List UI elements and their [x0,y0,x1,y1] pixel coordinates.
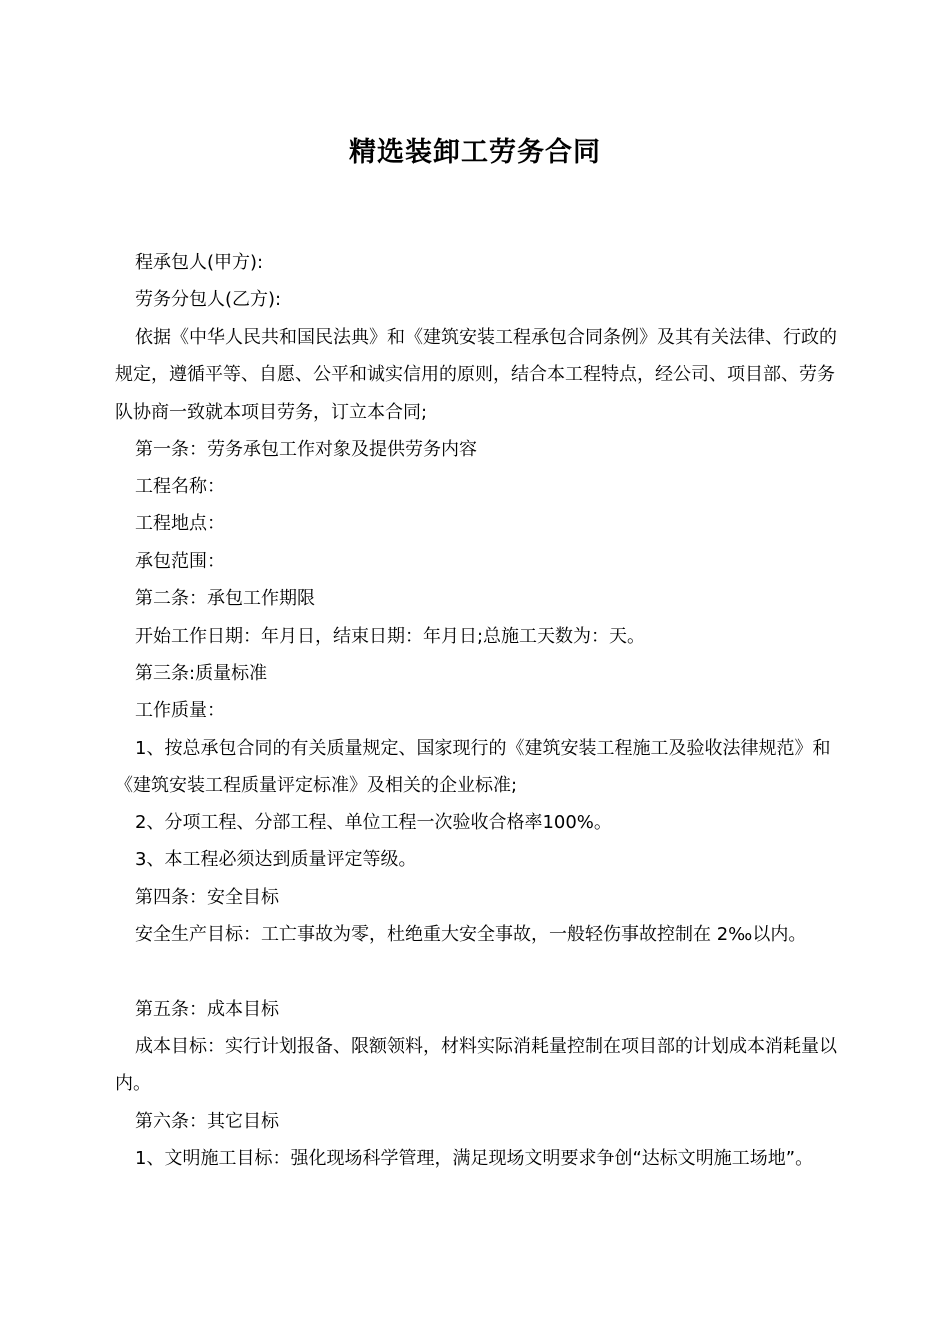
paragraph-article-4: 第四条：安全目标 [135,887,279,908]
paragraph-project-location: 工程地点： [135,513,225,534]
paragraph-safety-target: 安全生产目标：工亡事故为零，杜绝重大安全事故，一般轻伤事故控制在 2‰以内。 [135,924,807,945]
paragraph-quality-3: 3、本工程必须达到质量评定等级。 [135,849,417,870]
paragraph-article-3: 第三条:质量标准 [135,663,268,684]
paragraph-cost-target: 成本目标：实行计划报备、限额领料，材料实际消耗量控制在项目部的计划成本消耗量以内。 [115,1036,837,1095]
paragraph-article-1: 第一条：劳务承包工作对象及提供劳务内容 [135,439,477,460]
paragraph-dates: 开始工作日期：年月日，结束日期：年月日;总施工天数为：天。 [135,626,646,647]
paragraph-basis: 依据《中华人民共和国民法典》和《建筑安装工程承包合同条例》及其有关法律、行政的规定，遵循平等、自愿、公平和诚实信用的原则，结合本工程特点，经公司、项目部、劳务队协商一致就本项目劳务，订立本合同; [115,327,837,423]
paragraph-party-b: 劳务分包人(乙方): [135,289,282,310]
paragraph-article-6: 第六条：其它目标 [135,1111,279,1132]
paragraph-article-5: 第五条：成本目标 [135,999,279,1020]
paragraph-civilized-construction: 1、文明施工目标：强化现场科学管理，满足现场文明要求争创“达标文明施工场地”。 [135,1148,814,1169]
paragraph-scope: 承包范围： [135,551,225,572]
paragraph-party-a: 程承包人(甲方): [135,252,264,273]
paragraph-quality-1: 1、按总承包合同的有关质量规定、国家现行的《建筑安装工程施工及验收法律规范》和《建筑安装工程质量评定标准》及相关的企业标准; [115,738,831,797]
paragraph-quality-2: 2、分项工程、分部工程、单位工程一次验收合格率100%。 [135,812,612,833]
document-title: 精选装卸工劳务合同 [349,137,601,168]
paragraph-project-name: 工程名称： [135,476,225,497]
paragraph-article-2: 第二条：承包工作期限 [135,588,315,609]
paragraph-work-quality: 工作质量： [135,700,225,721]
